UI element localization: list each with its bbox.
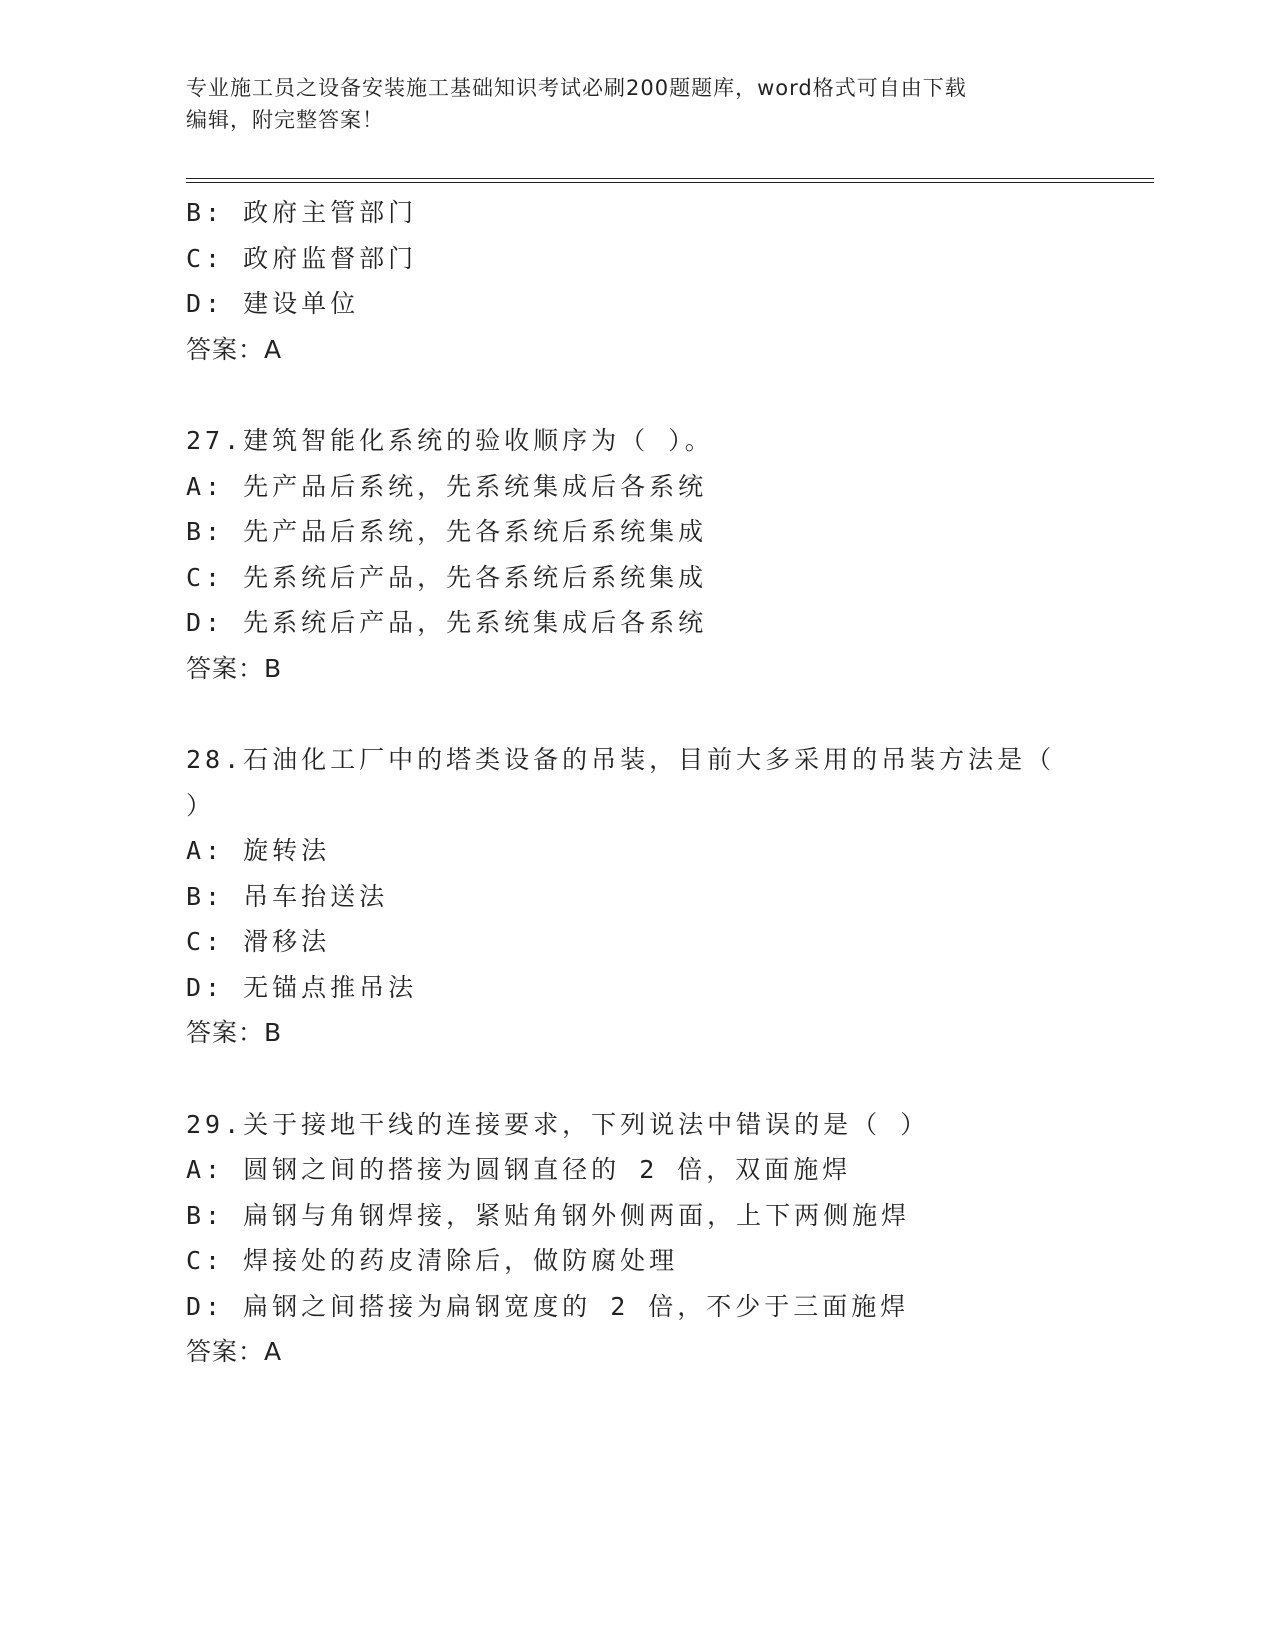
header-title-line-2: 编辑，附完整答案！ bbox=[186, 108, 384, 132]
question-list bbox=[186, 190, 1146, 1375]
option-a: A: 旋转法 bbox=[186, 836, 331, 865]
option-b: B: 政府主管部门 bbox=[186, 198, 418, 227]
question-stem-line-2: ） bbox=[186, 790, 216, 820]
question-27 bbox=[186, 418, 1146, 691]
option-d: D: 先系统后产品，先系统集成后各系统 bbox=[186, 608, 708, 637]
answer: 答案：A bbox=[186, 334, 283, 364]
spacer bbox=[186, 691, 1146, 737]
option-c: C: 政府监督部门 bbox=[186, 243, 418, 273]
question-28 bbox=[186, 737, 1146, 1056]
header-divider bbox=[186, 178, 1154, 183]
answer: 答案：B bbox=[186, 1018, 283, 1047]
spacer bbox=[186, 1056, 1146, 1102]
option-a: A: 圆钢之间的搭接为圆钢直径的 2 倍，双面施焊 bbox=[186, 1155, 852, 1184]
question-stem: 27.建筑智能化系统的验收顺序为（ ）。 bbox=[186, 426, 714, 455]
option-c: C: 滑移法 bbox=[186, 927, 331, 956]
question-29 bbox=[186, 1102, 1146, 1375]
spacer bbox=[186, 372, 1146, 418]
option-b: B: 扁钢与角钢焊接，紧贴角钢外侧两面，上下两侧施焊 bbox=[186, 1200, 911, 1230]
question-stem: 29.关于接地干线的连接要求，下列说法中错误的是（ ） bbox=[186, 1109, 930, 1139]
option-d: D: 扁钢之间搭接为扁钢宽度的 2 倍，不少于三面施焊 bbox=[186, 1291, 910, 1321]
answer: 答案：A bbox=[186, 1337, 283, 1366]
answer: 答案：B bbox=[186, 653, 283, 683]
option-b: B: 吊车抬送法 bbox=[186, 881, 389, 911]
question-26-tail bbox=[186, 190, 1146, 372]
option-a: A: 先产品后系统，先系统集成后各系统 bbox=[186, 471, 708, 501]
option-b: B: 先产品后系统，先各系统后系统集成 bbox=[186, 517, 708, 546]
option-d: D: 建设单位 bbox=[186, 289, 360, 318]
option-c: C: 焊接处的药皮清除后，做防腐处理 bbox=[186, 1246, 679, 1275]
document-header bbox=[186, 72, 1086, 136]
question-stem-line-1: 28.石油化工厂中的塔类设备的吊装，目前大多采用的吊装方法是（ bbox=[186, 745, 1056, 774]
option-d: D: 无锚点推吊法 bbox=[186, 972, 418, 1002]
option-c: C: 先系统后产品，先各系统后系统集成 bbox=[186, 562, 708, 592]
header-title-line-1: 专业施工员之设备安装施工基础知识考试必刷200题题库，word格式可自由下载 bbox=[186, 76, 967, 100]
